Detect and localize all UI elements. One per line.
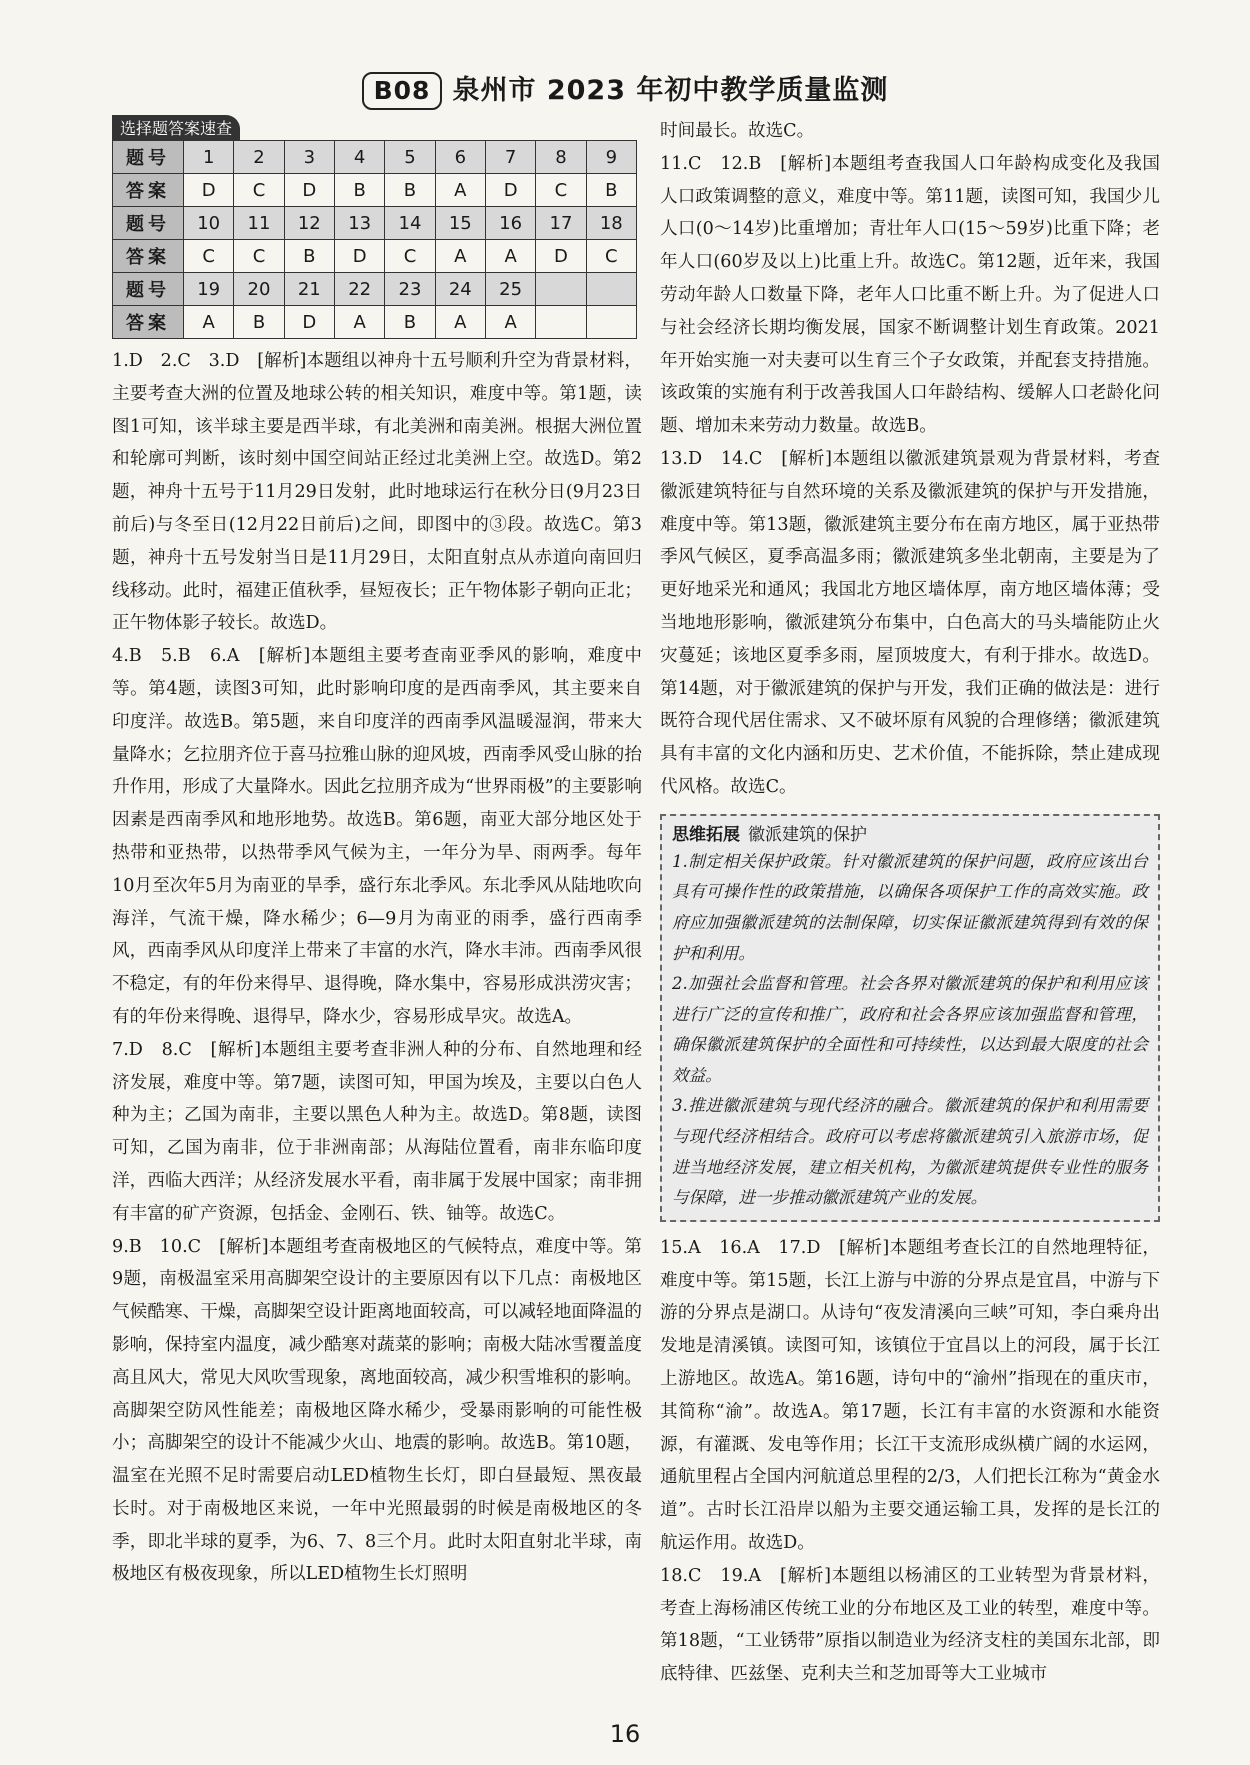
think-box-item: 3.推进徽派建筑与现代经济的融合。徽派建筑的保护和利用需要与现代经济相结合。政府可以考虑将徽派建筑引入旅游市场，促进当地经济发展，建立相关机构，为徽派建筑提供专业性的服务与保障，进一步推动徽派建筑产业的发展。 (672, 1096, 1148, 1208)
answer-table-row (113, 174, 637, 207)
right-column (660, 115, 1160, 1691)
answer-cell: 4 (334, 141, 384, 174)
paper-code: B08 (362, 72, 443, 110)
answer-cell: 20 (234, 273, 284, 306)
answer-cell: A (485, 306, 535, 339)
answer-cell: A (435, 240, 485, 273)
analysis-paragraph: 4.B 5.B 6.A [解析]本题组主要考查南亚季风的影响，难度中等。第4题，读图3可知，此时影响印度的是西南季风，其主要来自印度洋。故选B。第5题，来自印度洋的西南季风温暖湿润，带来大量降水；乞拉朋齐位于喜马拉雅山脉的迎风坡，西南季风受山脉的抬升作用，形成了大量降水。因此乞拉朋齐成为“世界雨极”的主要影响因素是西南季风和地形地势。故选B。第6题，南亚大部分地区处于热带和亚热带，以热带季风气候为主，一年分为旱、雨两季。每年10月至次年5月为南亚的旱季，盛行东北季风。东北季风从陆地吹向海洋，气流干燥，降水稀少；6—9月为南亚的雨季，盛行西南季风，西南季风从印度洋上带来了丰富的水汽，降水丰沛。西南季风很不稳定，有的年份来得早、退得晚，降水集中，容易形成洪涝灾害；有的年份来得晚、退得早，降水少，容易形成旱灾。故选A。 (112, 646, 642, 1027)
row-label: 答案 (113, 174, 184, 207)
answer-cell: C (234, 174, 284, 207)
row-label: 题号 (113, 141, 184, 174)
answer-cell: 11 (234, 207, 284, 240)
think-box-label: 思维拓展 (672, 824, 740, 845)
answer-cell: 13 (334, 207, 384, 240)
answer-cell: 25 (485, 273, 535, 306)
think-box-subtitle: 徽派建筑的保护 (748, 824, 867, 845)
answer-cell: 17 (536, 207, 586, 240)
answer-cell: 21 (284, 273, 334, 306)
answer-cell: 6 (435, 141, 485, 174)
answer-cell: B (385, 306, 435, 339)
answer-cell: 12 (284, 207, 334, 240)
left-column (112, 115, 642, 1591)
answer-cell: 8 (536, 141, 586, 174)
answer-cell: A (334, 306, 384, 339)
answer-cell (586, 273, 636, 306)
analysis-paragraph: 18.C 19.A [解析]本题组以杨浦区的工业转型为背景材料，考查上海杨浦区传统工业的分布地区及工业的转型，难度中等。第18题，“工业锈带”原指以制造业为经济支柱的美国东北部，即底特律、匹兹堡、克利夫兰和芝加哥等大工业城市 (660, 1565, 1160, 1685)
row-label: 答案 (113, 306, 184, 339)
answer-cell: C (234, 240, 284, 273)
answer-cell (536, 273, 586, 306)
answer-cell: 16 (485, 207, 535, 240)
answer-cell: 1 (184, 141, 234, 174)
answer-cell: B (284, 240, 334, 273)
answer-cell: C (184, 240, 234, 273)
page-header (0, 68, 1250, 110)
answer-cell: C (536, 174, 586, 207)
row-label: 题号 (113, 273, 184, 306)
answer-cell: 23 (385, 273, 435, 306)
answer-cell: A (435, 174, 485, 207)
answer-cell: C (586, 240, 636, 273)
answer-cell: B (234, 306, 284, 339)
analysis-paragraph: 11.C 12.B [解析]本题组考查我国人口年龄构成变化及我国人口政策调整的意义，难度中等。第11题，读图可知，我国少儿人口(0～14岁)比重增加；青壮年人口(15～59岁)比重下降；老年人口(60岁及以上)比重上升。故选C。第12题，近年来，我国劳动年龄人口数量下降，老年人口比重不断上升。为了促进人口与社会经济长期均衡发展，国家不断调整计划生育政策。2021年开始实施一对夫妻可以生育三个子女政策，并配套支持措施。该政策的实施有利于改善我国人口年龄结构、缓解人口老龄化问题、增加未来劳动力数量。故选B。 (660, 153, 1160, 437)
answer-cell: D (184, 174, 234, 207)
answer-cell: 14 (385, 207, 435, 240)
think-extension-box (660, 814, 1160, 1222)
answer-cell (586, 306, 636, 339)
answer-cell: A (435, 306, 485, 339)
answer-cell: 5 (385, 141, 435, 174)
answer-cell: 7 (485, 141, 535, 174)
answer-table-row (113, 273, 637, 306)
answer-table-row (113, 207, 637, 240)
answer-cell: C (385, 240, 435, 273)
answer-cell: B (385, 174, 435, 207)
answer-cell (536, 306, 586, 339)
answer-cell: B (334, 174, 384, 207)
answer-cell: D (536, 240, 586, 273)
answer-cell: 19 (184, 273, 234, 306)
answer-cell: 24 (435, 273, 485, 306)
page-title: 泉州市 2023 年初中教学质量监测 (452, 75, 889, 106)
think-box-item: 2.加强社会监督和管理。社会各界对徽派建筑的保护和利用应该进行广泛的宣传和推广，政府和社会各界应该加强监督和管理，确保徽派建筑保护的全面性和可持续性，以达到最大限度的社会效益。 (672, 974, 1148, 1085)
answer-cell: 18 (586, 207, 636, 240)
answer-cell: D (334, 240, 384, 273)
analysis-paragraph: 9.B 10.C [解析]本题组考查南极地区的气候特点，难度中等。第9题，南极温室采用高脚架空设计的主要原因有以下几点：南极地区气候酷寒、干燥，高脚架空设计距离地面较高，可以减轻地面降温的影响，保持室内温度，减少酷寒对蔬菜的影响；南极大陆冰雪覆盖度高且风大，常见大风吹雪现象，离地面较高，减少积雪堆积的影响。高脚架空防风性能差；南极地区降水稀少，受暴雨影响的可能性极小；高脚架空的设计不能减少火山、地震的影响。故选B。第10题，温室在光照不足时需要启动LED植物生长灯，即白昼最短、黑夜最长时。对于南极地区来说，一年中光照最弱的时候是南极地区的冬季，即北半球的夏季，为6、7、8三个月。此时太阳直射北半球，南极地区有极夜现象，所以LED植物生长灯照明 (112, 1236, 642, 1585)
answer-table-row (113, 141, 637, 174)
answer-cell: 10 (184, 207, 234, 240)
answer-cell: 15 (435, 207, 485, 240)
answer-cell: 2 (234, 141, 284, 174)
answer-cell: B (586, 174, 636, 207)
answer-table-row (113, 306, 637, 339)
answer-cell: D (485, 174, 535, 207)
answer-table (112, 140, 637, 339)
answer-cell: D (284, 174, 334, 207)
answer-cell: A (184, 306, 234, 339)
page-number: 16 (609, 1720, 641, 1748)
analysis-paragraph: 1.D 2.C 3.D [解析]本题组以神舟十五号顺利升空为背景材料，主要考查大洲的位置及地球公转的相关知识，难度中等。第1题，读图1可知，该半球主要是西半球，有北美洲和南美洲。根据大洲位置和轮廓可判断，该时刻中国空间站正经过北美洲上空。故选D。第2题，神舟十五号于11月29日发射，此时地球运行在秋分日(9月23日前后)与冬至日(12月22日前后)之间，即图中的③段。故选C。第3题，神舟十五号发射当日是11月29日，太阳直射点从赤道向南回归线移动。此时，福建正值秋季，昼短夜长；正午物体影子朝向正北；正午物体影子较长。故选D。 (112, 351, 642, 634)
answer-cell: 9 (586, 141, 636, 174)
answer-cell: A (485, 240, 535, 273)
answer-cell: 22 (334, 273, 384, 306)
row-label: 答案 (113, 240, 184, 273)
analysis-paragraph: 15.A 16.A 17.D [解析]本题组考查长江的自然地理特征，难度中等。第15题，长江上游与中游的分界点是宜昌，中游与下游的分界点是湖口。从诗句“夜发清溪向三峡”可知，李白乘舟出发地是清溪镇。读图可知，该镇位于宜昌以上的河段，属于长江上游地区。故选A。第16题，诗句中的“渝州”指现在的重庆市，其简称“渝”。故选A。第17题，长江有丰富的水资源和水能资源，有灌溉、发电等作用；长江干支流形成纵横广阔的水运网，通航里程占全国内河航道总里程的2/3，人们把长江称为“黄金水道”。古时长江沿岸以船为主要交通运输工具，发挥的是长江的航运作用。故选D。 (660, 1237, 1160, 1554)
answer-table-tag: 选择题答案速查 (112, 115, 240, 140)
answer-cell: 3 (284, 141, 334, 174)
row-label: 题号 (113, 207, 184, 240)
analysis-paragraph: 13.D 14.C [解析]本题组以徽派建筑景观为背景材料，考查徽派建筑特征与自然环境的关系及徽派建筑的保护与开发措施，难度中等。第13题，徽派建筑主要分布在南方地区，属于亚热带季风气候区，夏季高温多雨；徽派建筑多坐北朝南，主要是为了更好地采光和通风；我国北方地区墙体厚，南方地区墙体薄；受当地地形影响，徽派建筑分布集中，白色高大的马头墙能防止火灾蔓延；该地区夏季多雨，屋顶坡度大，有利于排水。故选D。第14题，对于徽派建筑的保护与开发，我们正确的做法是：进行既符合现代居住需求、又不破坏原有风貌的合理修缮；徽派建筑具有丰富的文化内涵和历史、艺术价值，不能拆除，禁止建成现代风格。故选C。 (660, 448, 1160, 797)
analysis-paragraph: 7.D 8.C [解析]本题组主要考查非洲人种的分布、自然地理和经济发展，难度中等。第7题，读图可知，甲国为埃及，主要以白色人种为主；乙国为南非，主要以黑色人种为主。故选D。第8题，读图可知，乙国为南非，位于非洲南部；从海陆位置看，南非东临印度洋，西临大西洋；从经济发展水平看，南非属于发展中国家；南非拥有丰富的矿产资源，包括金、金刚石、铁、铀等。故选C。 (112, 1039, 642, 1224)
analysis-paragraph: 时间最长。故选C。 (660, 121, 815, 141)
think-box-title (672, 820, 1148, 845)
answer-table-row (113, 240, 637, 273)
answer-cell: D (284, 306, 334, 339)
think-box-item: 1.制定相关保护政策。针对徽派建筑的保护问题，政府应该出台具有可操作性的政策措施，以确保各项保护工作的高效实施。政府应加强徽派建筑的法制保障，切实保证徽派建筑得到有效的保护和利用。 (672, 851, 1148, 963)
